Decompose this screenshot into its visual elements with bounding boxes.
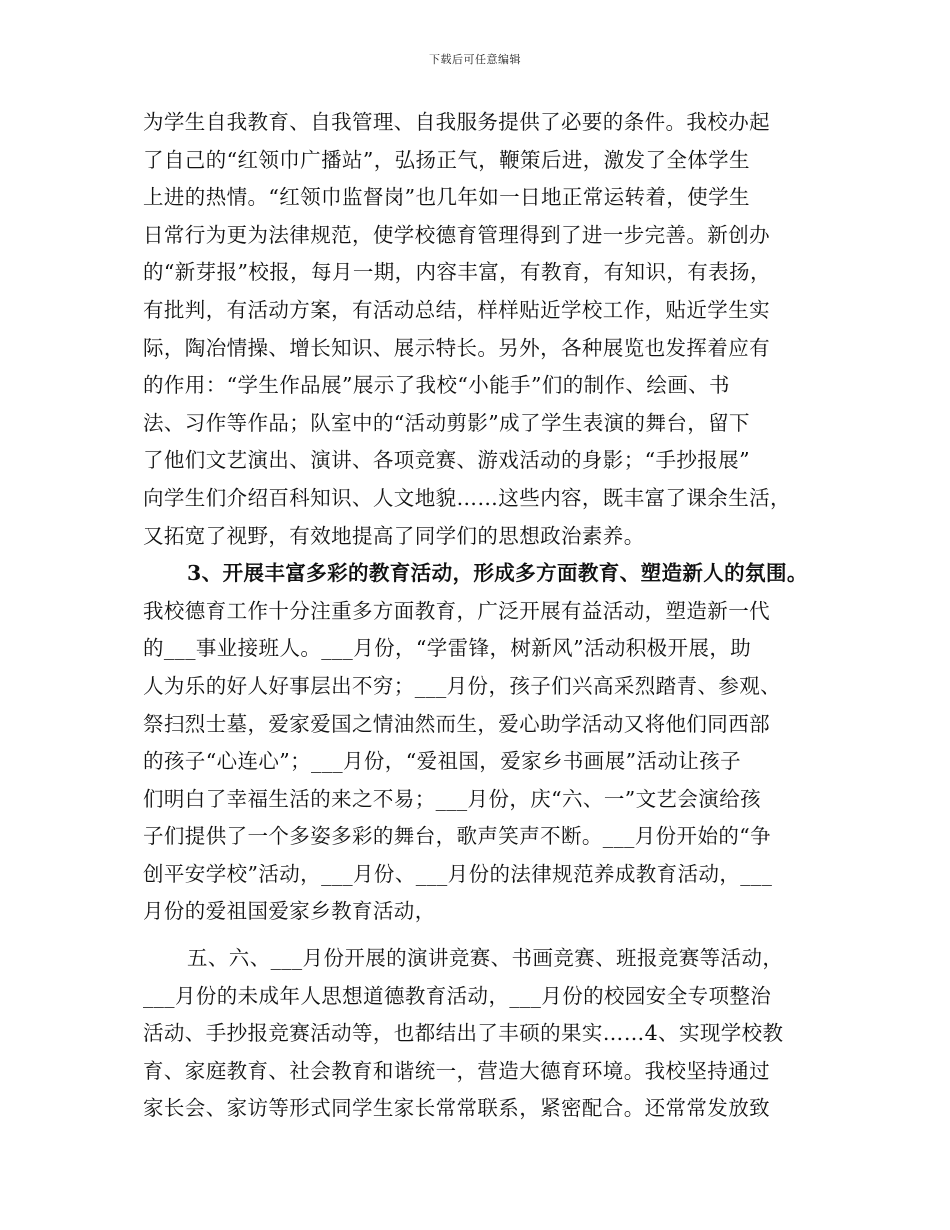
text-line: 的作用：“学生作品展”展示了我校“小能手”们的制作、绘画、书 (143, 373, 730, 398)
document-body (143, 104, 825, 1128)
text-line: 五、六、___月份开展的演讲竞赛、书画竞赛、班报竞赛等活动， (187, 946, 784, 971)
text-line: 有批判，有活动方案，有活动总结，样样贴近学校工作，贴近学生实 (143, 297, 770, 322)
text-line: 了自己的“红领巾广播站”，弘扬正气，鞭策后进，激发了全体学生 (143, 147, 750, 172)
text-line: 的孩子“心连心”；___月份，“爱祖国，爱家乡书画展”活动让孩子 (143, 749, 741, 774)
text-line: 子们提供了一个多姿多彩的舞台，歌声笑声不断。___月份开始的“争 (143, 824, 772, 849)
text-line: 又拓宽了视野，有效地提高了同学们的思想政治素养。 (143, 523, 645, 548)
text-line: 了他们文艺演出、演讲、各项竞赛、游戏活动的身影；“手抄报展” (143, 448, 750, 473)
text-line: 的___事业接班人。___月份，“学雷锋，树新风”活动积极开展，助 (143, 636, 752, 661)
text-line: 际，陶冶情操、增长知识、展示特长。另外，各种展览也发挥着应有 (143, 335, 770, 360)
paragraph-school-family-society (143, 940, 825, 1128)
text-line: 祭扫烈士墓，爱家爱国之情油然而生，爱心助学活动又将他们同西部 (143, 711, 770, 736)
text-line: 日常行为更为法律规范，使学校德育管理得到了进一步完善。新创办 (143, 222, 770, 247)
text-line: 创平安学校”活动，___月份、___月份的法律规范养成教育活动，___ (143, 861, 773, 886)
text-line: 为学生自我教育、自我管理、自我服务提供了必要的条件。我校办起 (143, 110, 770, 134)
text-line: 家长会、家访等形式同学生家长常常联系，紧密配合。还常常发放致 (143, 1096, 770, 1121)
text-line: 们明白了幸福生活的来之不易；___月份，庆“六、一”文艺会演给孩 (143, 786, 762, 811)
page-header-note: 下载后可任意编辑 (429, 53, 521, 66)
paragraph-education-activities (143, 555, 825, 931)
text-line: 活动、手抄报竞赛活动等，也都结出了丰硕的果实……4、实现学校教 (143, 1021, 784, 1046)
paragraph-gap (143, 931, 825, 940)
text-line: ___月份的未成年人思想道德教育活动，___月份的校园安全专项整治 (143, 983, 772, 1008)
paragraph-student-activities (143, 104, 825, 555)
text-line: 的“新芽报”校报，每月一期，内容丰富，有教育，有知识，有表扬， (143, 260, 771, 285)
text-line: 育、家庭教育、社会教育和谐统一，营造大德育环境。我校坚持通过 (143, 1058, 770, 1083)
text-line: 上进的热情。“红领巾监督岗”也几年如一日地正常运转着，使学生 (143, 185, 750, 210)
text-line: 向学生们介绍百科知识、人文地貌……这些内容，既丰富了课余生活， (143, 485, 791, 510)
text-line: 我校德育工作十分注重多方面教育，广泛开展有益活动，塑造新一代 (143, 598, 770, 623)
text-line: 法、习作等作品；队室中的“活动剪影”成了学生表演的舞台，留下 (143, 410, 750, 435)
text-line: 月份的爱祖国爱家乡教育活动， (143, 899, 436, 924)
text-line: 人为乐的好人好事层出不穷；___月份，孩子们兴高采烈踏青、参观、 (143, 673, 782, 698)
section-heading: 3、开展丰富多彩的教育活动，形成多方面教育、塑造新人的氛围。 (187, 561, 808, 586)
